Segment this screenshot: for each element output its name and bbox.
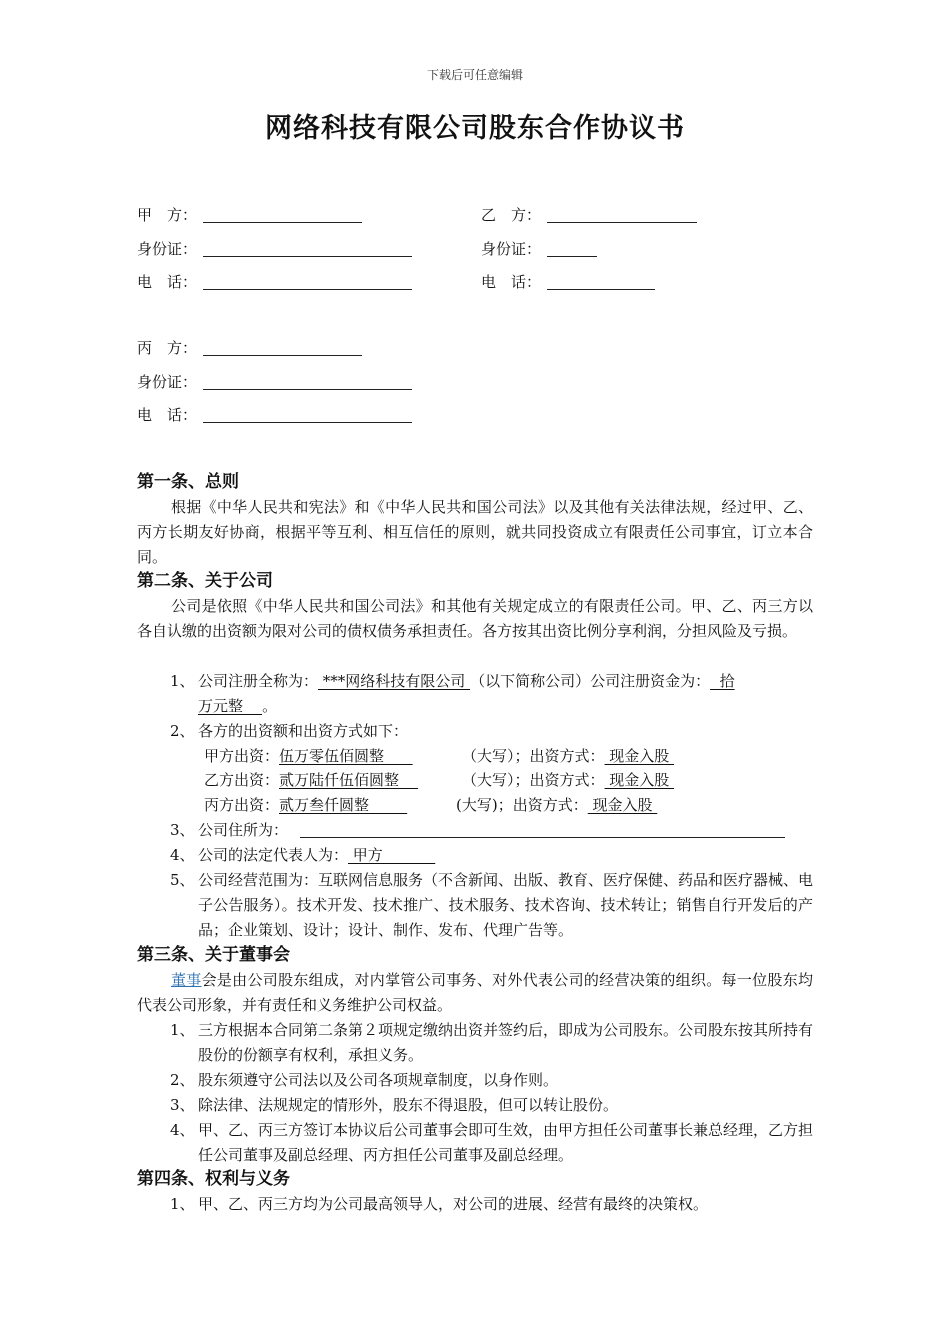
party-jia-phone-label: 电 话： bbox=[137, 273, 198, 291]
article2-item1-line1 bbox=[198, 669, 735, 694]
capital-value-a: 拾 bbox=[710, 672, 735, 690]
article3-item3-text: 除法律、法规规定的情形外，股东不得退股，但可以转让股份。 bbox=[198, 1096, 619, 1114]
capital-value-b: 万元整 bbox=[198, 697, 263, 715]
party-bing-phone-field[interactable] bbox=[203, 422, 412, 423]
party-jia-id-field[interactable] bbox=[203, 256, 412, 257]
party-bing-id-label: 身份证： bbox=[137, 373, 198, 391]
item1-end: 。 bbox=[262, 697, 278, 715]
article3-body-wrap bbox=[137, 968, 813, 1018]
party-yi-id-field[interactable] bbox=[547, 256, 597, 257]
contribution-amount: 贰万叁仟圆整 bbox=[279, 796, 408, 814]
party-yi-id-label: 身份证： bbox=[481, 240, 542, 258]
company-name-value: ***网络科技有限公司 bbox=[318, 672, 471, 690]
article4-heading: 第四条、权利与义务 bbox=[137, 1169, 290, 1189]
party-yi-phone-field[interactable] bbox=[547, 289, 655, 290]
contribution-label: 乙方出资： bbox=[204, 771, 280, 789]
article2-body: 公司是依照《中华人民共和国公司法》和其他有关规定成立的有限责任公司。甲、乙、丙三方以各自认缴的出资额为限对公司的债权债务承担责任。各方按其出资比例分享利润，分担风险及亏损。 bbox=[137, 597, 813, 640]
document-title: 网络科技有限公司股东合作协议书 bbox=[265, 113, 685, 144]
party-yi-name-field[interactable] bbox=[547, 222, 697, 223]
article3-item2-text: 股东须遵守公司法以及公司各项规章制度，以身作则。 bbox=[198, 1071, 559, 1089]
contribution-label: 甲方出资： bbox=[204, 747, 280, 765]
contribution-amount: 伍万零伍佰圆整 bbox=[279, 747, 413, 765]
article3-item4-num: 4、 bbox=[170, 1121, 195, 1139]
article3-body: 会是由公司股东组成，对内掌管公司事务、对外代表公司的经营决策的组织。每一位股东均代表公司形象，并有责任和义务维护公司权益。 bbox=[137, 971, 813, 1014]
article1-body: 根据《中华人民共和宪法》和《中华人民共和国公司法》以及其他有关法律法规，经过甲、乙、丙方长期友好协商，根据平等互利、相互信任的原则，就共同投资成立有限责任公司事宜，订立本合同。 bbox=[137, 498, 813, 566]
article2-heading: 第二条、关于公司 bbox=[137, 571, 273, 591]
article3-item1-num: 1、 bbox=[170, 1021, 195, 1039]
contribution-mid: （大写）；出资方式： bbox=[462, 771, 605, 789]
article2-item2-num: 2、 bbox=[170, 722, 195, 740]
contribution-label: 丙方出资： bbox=[204, 796, 280, 814]
article2-item1-line2 bbox=[198, 694, 277, 719]
article3-item2-num: 2、 bbox=[170, 1071, 195, 1089]
article3-item4-text: 甲、乙、丙三方签订本协议后公司董事会即可生效，由甲方担任公司董事长兼总经理，乙方担任公司董事及副总经理、丙方担任公司董事及副总经理。 bbox=[198, 1121, 814, 1164]
contribution-mid: （大写）；出资方式： bbox=[462, 747, 605, 765]
contribution-row-jia-method bbox=[462, 744, 674, 769]
item4-text: 公司的法定代表人为： bbox=[198, 846, 349, 864]
contribution-row-yi-method bbox=[462, 768, 674, 793]
article2-item2-text: 各方的出资额和出资方式如下： bbox=[198, 722, 409, 740]
article2-item4-line bbox=[198, 843, 435, 868]
article3-item3-num: 3、 bbox=[170, 1096, 195, 1114]
party-yi-name-label: 乙 方： bbox=[481, 206, 542, 224]
contribution-method: 现金入股 bbox=[587, 796, 658, 814]
article1-heading: 第一条、总则 bbox=[137, 472, 239, 492]
article3-heading: 第三条、关于董事会 bbox=[137, 945, 290, 965]
article4-item1-num: 1、 bbox=[170, 1195, 195, 1213]
party-bing-id-field[interactable] bbox=[203, 389, 412, 390]
article4-item1-text: 甲、乙、丙三方均为公司最高领导人，对公司的进展、经营有最终的决策权。 bbox=[198, 1195, 709, 1213]
party-bing-name-field[interactable] bbox=[203, 355, 362, 356]
article2-item5-text: 公司经营范围为：互联网信息服务（不含新闻、出版、教育、医疗保健、药品和医疗器械、电子公告服务）。技术开发、技术推广、技术服务、技术咨询、技术转让；销售自行开发后的产品；企业策划、设计；设计、制作、发布、代理广告等。 bbox=[198, 871, 814, 939]
contribution-method: 现金入股 bbox=[604, 771, 675, 789]
party-jia-id-label: 身份证： bbox=[137, 240, 198, 258]
contribution-row-bing-method bbox=[456, 793, 657, 818]
header-note: 下载后可任意编辑 bbox=[426, 68, 523, 82]
contribution-method: 现金入股 bbox=[604, 747, 675, 765]
article2-item1-num: 1、 bbox=[170, 672, 195, 690]
article2-item5-num: 5、 bbox=[170, 871, 195, 889]
item1-middle: （以下简称公司）公司注册资金为： bbox=[470, 672, 711, 690]
legal-rep-value: 甲方 bbox=[348, 846, 436, 864]
party-bing-phone-label: 电 话： bbox=[137, 406, 198, 424]
contribution-row-yi bbox=[204, 768, 418, 793]
article2-item3-text: 公司住所为： bbox=[198, 821, 289, 839]
party-jia-phone-field[interactable] bbox=[203, 289, 412, 290]
contribution-amount: 贰万陆仟伍佰圆整 bbox=[279, 771, 419, 789]
article2-item4-num: 4、 bbox=[170, 846, 195, 864]
board-link[interactable]: 董事 bbox=[171, 971, 202, 989]
party-jia-name-field[interactable] bbox=[203, 222, 362, 223]
party-yi-phone-label: 电 话： bbox=[481, 273, 542, 291]
article2-item3-num: 3、 bbox=[170, 821, 195, 839]
contribution-row-bing bbox=[204, 793, 407, 818]
party-jia-name-label: 甲 方： bbox=[137, 206, 198, 224]
item1-prefix: 公司注册全称为： bbox=[198, 672, 319, 690]
party-bing-name-label: 丙 方： bbox=[137, 339, 198, 357]
contribution-row-jia bbox=[204, 744, 413, 769]
article3-item1-text: 三方根据本合同第二条第２项规定缴纳出资并签约后，即成为公司股东。公司股东按其所持有股份的份额享有权利，承担义务。 bbox=[198, 1021, 814, 1064]
company-address-field[interactable] bbox=[300, 837, 785, 838]
contribution-mid: (大写)；出资方式： bbox=[456, 796, 588, 814]
